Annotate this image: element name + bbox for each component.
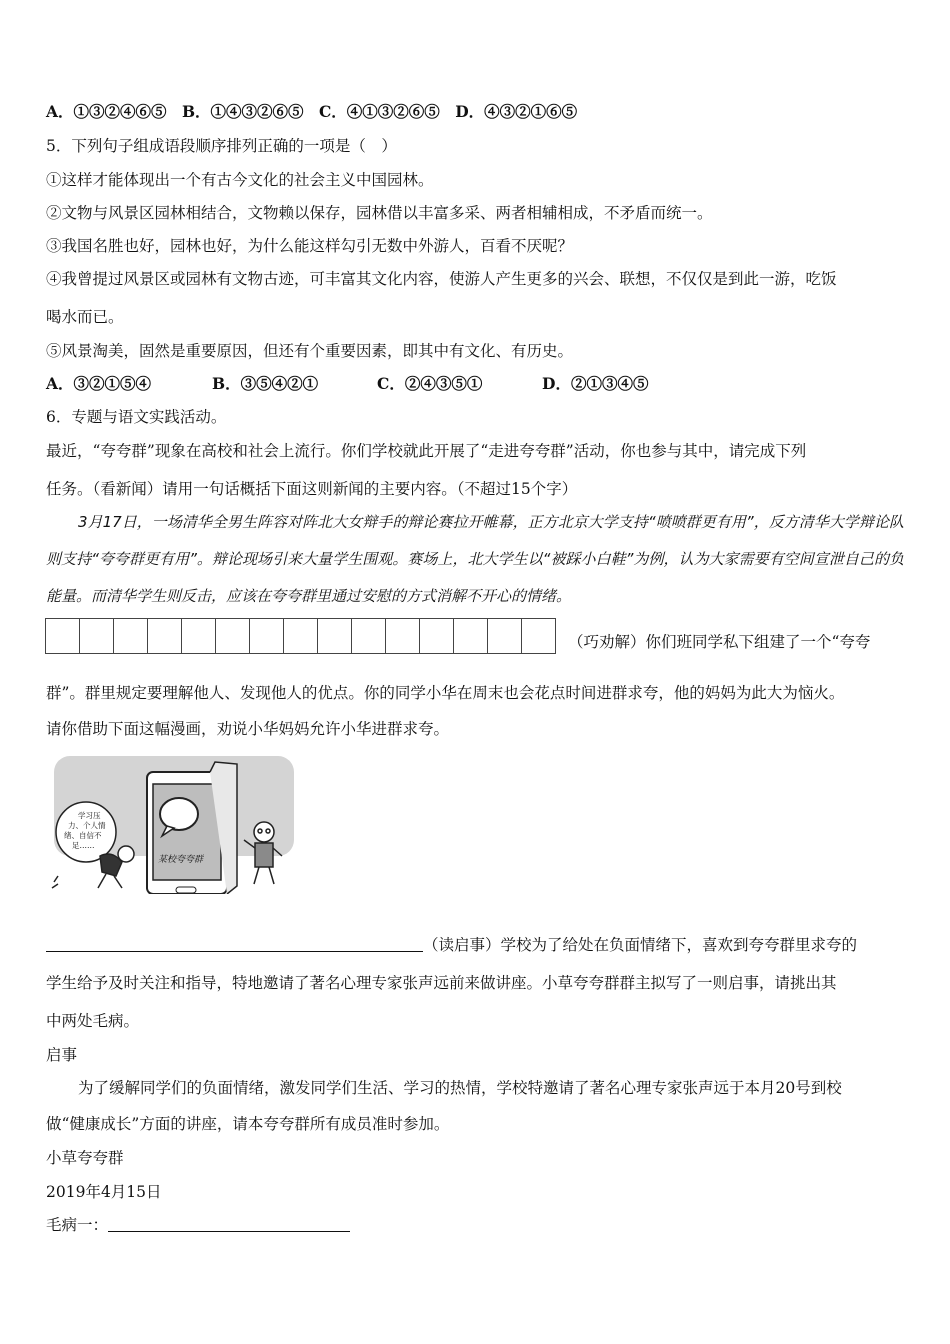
phone-screen-text: 某校夸夸群 [158,855,204,865]
q6-persuade-line-1: （巧劝解）你们班同学私下组建了一个“夸夸 [568,633,871,651]
q5-sentence-5: ⑤风景淘美，固然是重要原因，但还有个重要因素，即其中有文化、有历史。 [46,342,574,360]
fault-1-line [46,1215,350,1235]
bubble-line: 学习压 [78,811,101,820]
q4-option-a: A．①③②④⑥⑤ [46,102,167,121]
notice-intro-text: （读启事）学校为了给处在负面情绪下，喜欢到夸夸群里求夸的 [423,936,858,954]
notice-intro-line-1 [46,935,857,955]
q6-stem: 6．专题与语文实践活动。 [46,408,227,426]
answer-box[interactable] [249,618,284,654]
q5-stem: 5．下列句子组成语段顺序排列正确的一项是（ ） [46,137,397,155]
answer-box[interactable] [453,618,488,654]
q5-sentence-2: ②文物与风景区园林相结合，文物赖以保存，园林借以丰富多采、两者相辅相成，不矛盾而统一。 [46,204,713,222]
phone-icon [147,762,237,894]
bubble-line: 绪、自信不 [64,831,102,840]
fault-1-blank[interactable] [108,1215,350,1232]
cartoon-illustration [50,754,297,894]
q4-option-c: C．④①③②⑥⑤ [318,102,440,121]
bubble-line: 足…… [72,841,95,850]
notice-intro-line-3: 中两处毛病。 [46,1012,140,1030]
answer-box[interactable] [419,618,454,654]
bubble-line: 力、个人情 [68,821,106,830]
answer-blank[interactable] [46,935,423,952]
answer-box[interactable] [45,618,80,654]
news-text: 3月17日，一场清华全男生阵容对阵北大女辩手的辩论赛拉开帷幕，正方北京大学支持“喷喷群更有用”，反方清华大学辩论队则支持“夸夸群更有用”。辩论现场引来大量学生围观。赛场上，北大学生以“被踩小白鞋”为例，认为大家需要有空间宣泄自己的负能量。而清华学生则反击，应该在夸夸群里通过安慰的方式消解不开心的情绪。 [46,513,904,605]
answer-box[interactable] [215,618,250,654]
answer-box[interactable] [317,618,352,654]
notice-date: 2019年4月15日 [46,1183,162,1201]
answer-box[interactable] [487,618,522,654]
q6-persuade-line-2: 群”。群里规定要理解他人、发现他人的优点。你的同学小华在周末也会花点时间进群求夸，他的妈妈为此大为恼火。 [46,684,845,702]
q5-option-b: B．③⑤④②① [212,374,319,393]
notice-intro-line-2: 学生给予及时关注和指导，特地邀请了著名心理专家张声远前来做讲座。小草夸夸群群主拟写了一则启事，请挑出其 [46,974,837,992]
q5-sentence-3: ③我国名胜也好，园林也好，为什么能这样勾引无数中外游人，百看不厌呢？ [46,237,574,255]
fault-1-label: 毛病一： [46,1216,109,1234]
q5-option-a: A．③②①⑤④ [46,374,152,393]
answer-box[interactable] [385,618,420,654]
q6-intro-line-2: 任务。（看新闻）请用一句话概括下面这则新闻的主要内容。（不超过15个字） [46,480,578,498]
q5-sentence-4a: ④我曾提过风景区或园林有文物古迹，可丰富其文化内容，使游人产生更多的兴会、联想，不仅仅是到此一游，吃饭 [46,270,837,288]
notice-body-line-2: 做“健康成长”方面的讲座，请本夸夸群所有成员准时参加。 [46,1115,450,1133]
answer-box[interactable] [181,618,216,654]
answer-box[interactable] [113,618,148,654]
answer-boxes[interactable] [46,618,556,654]
q4-option-d: D．④③②①⑥⑤ [455,102,578,121]
answer-box[interactable] [351,618,386,654]
q5-option-c: C．②④③⑤① [377,374,483,393]
notice-signature: 小草夸夸群 [46,1149,124,1167]
notice-title: 启事 [46,1046,78,1064]
q5-option-d: D．②①③④⑤ [542,374,649,393]
notice-body-line-1: 为了缓解同学们的负面情绪，激发同学们生活、学习的热情，学校特邀请了著名心理专家张声远于本月20号到校 [78,1079,842,1097]
q6-intro-line-1: 最近，“夸夸群”现象在高校和社会上流行。你们学校就此开展了“走进夸夸群”活动，你也参与其中，请完成下列 [46,442,807,460]
answer-box[interactable] [521,618,556,654]
q5-sentence-1: ①这样才能体现出一个有古今文化的社会主义中国园林。 [46,171,434,189]
answer-box[interactable] [283,618,318,654]
answer-box[interactable] [79,618,114,654]
q5-sentence-4b: 喝水而已。 [46,308,124,326]
answer-box[interactable] [147,618,182,654]
q4-option-b: B．①④③②⑥⑤ [181,102,304,121]
pressure-bubble [56,802,116,862]
q6-persuade-line-3: 请你借助下面这幅漫画，劝说小华妈妈允许小华进群求夸。 [46,720,450,738]
news-paragraph [46,504,904,615]
q4-options [46,102,577,122]
